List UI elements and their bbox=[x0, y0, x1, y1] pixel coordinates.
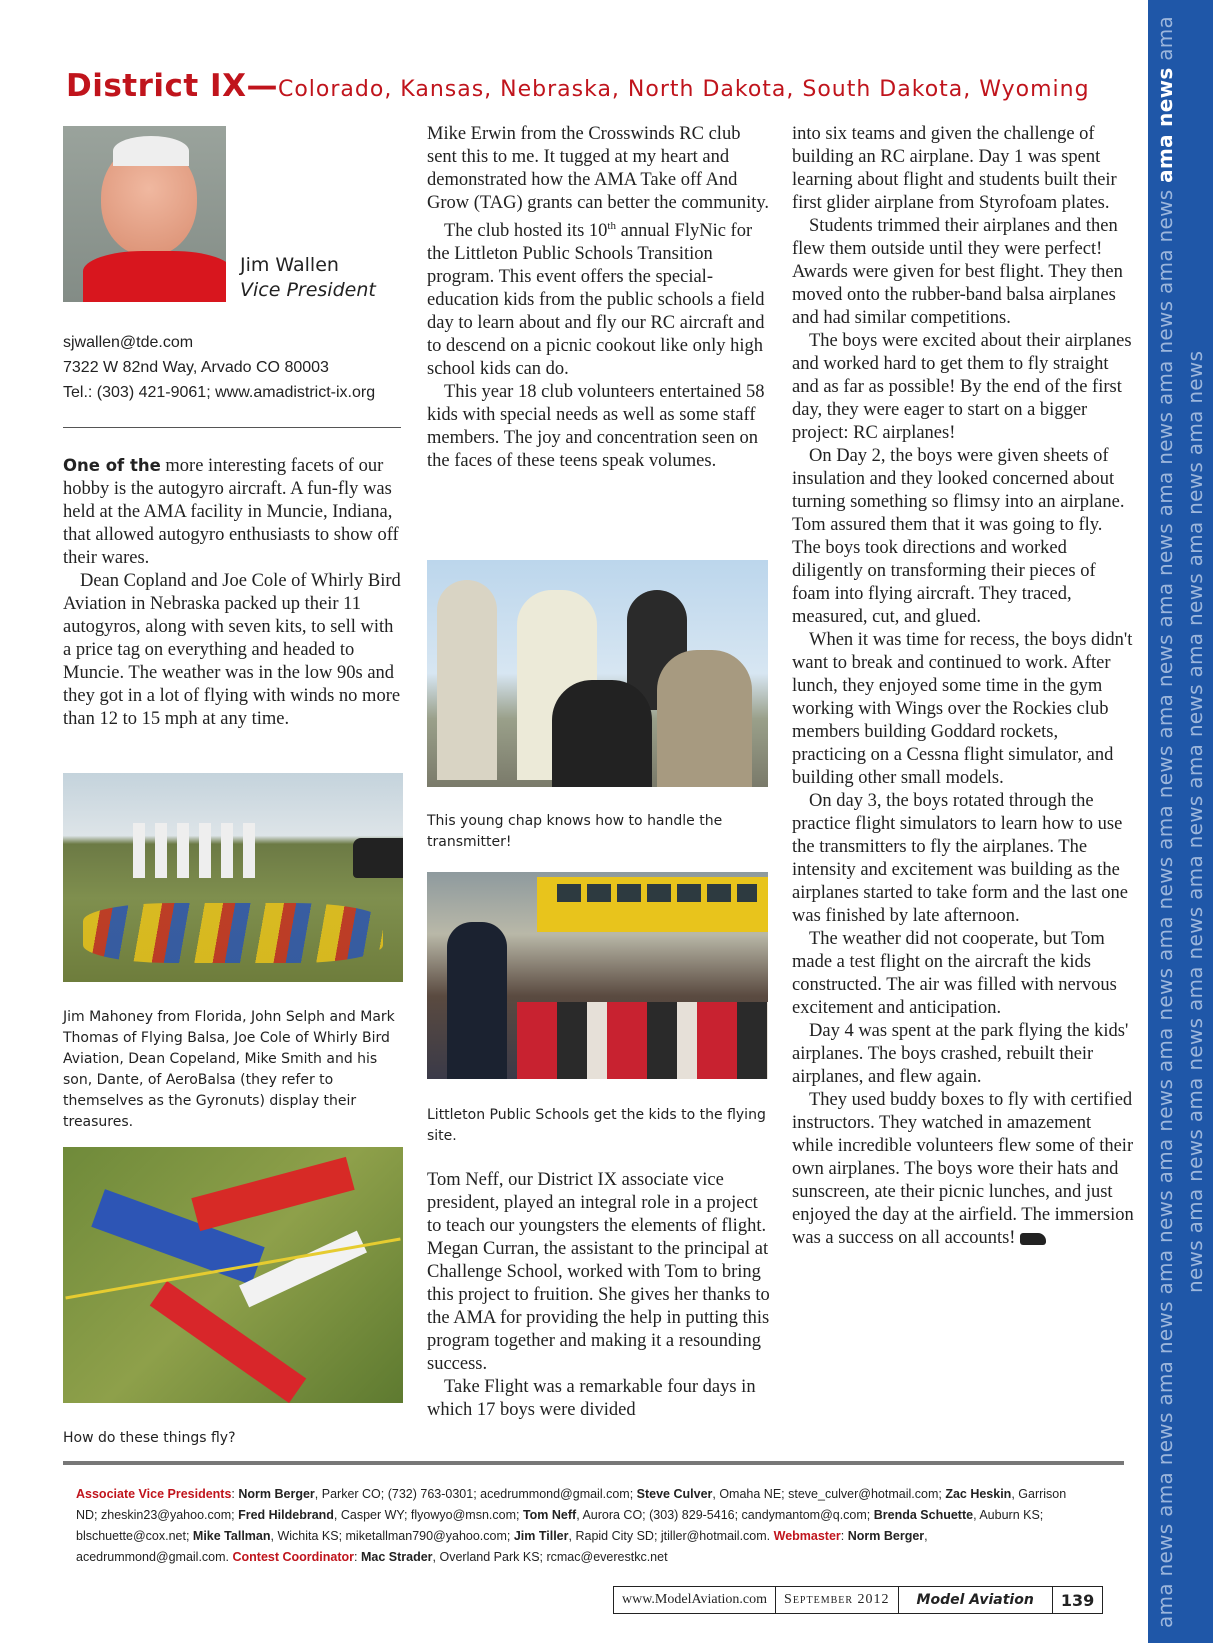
end-mark-icon bbox=[1020, 1233, 1046, 1245]
vp-portrait bbox=[63, 126, 226, 302]
vp-name: Jim Wallen bbox=[240, 254, 339, 276]
page-title bbox=[66, 68, 1090, 104]
officer-name: Jim Tiller bbox=[513, 1529, 569, 1543]
vp-address: 7322 W 82nd Way, Arvado CO 80003 bbox=[63, 359, 329, 376]
contest-info: , Overland Park KS; rcmac@everestkc.net bbox=[432, 1550, 668, 1564]
officer-name: Fred Hildebrand bbox=[238, 1508, 334, 1522]
photo-autogyros-grass bbox=[63, 1147, 403, 1403]
folio-magazine: Model Aviation bbox=[899, 1587, 1053, 1613]
photo-transmitter-boy bbox=[427, 560, 768, 787]
superscript: th bbox=[607, 220, 616, 232]
caption-transmitter: This young chap knows how to handle the transmitter! bbox=[427, 813, 723, 850]
contest-name: Mac Strader bbox=[360, 1550, 433, 1564]
officer-name: Zac Heskin bbox=[945, 1487, 1012, 1501]
paragraph: This year 18 club volunteers entertained 58 kids with special needs as well as some staff members. The joy and concentration seen on the faces of these teens speak volumes. bbox=[427, 382, 765, 472]
caption-autogyros: Jim Mahoney from Florida, John Selph and Mark Thomas of Flying Balsa, Joe Cole of Whirly Bird Aviation, Dean Copeland, Mike Smith and his son, Dante, of AeroBalsa (they refer to themselves as the Gyronuts) display their treasures. bbox=[63, 1009, 395, 1130]
paragraph: annual FlyNic for the Littleton Public Schools Transition program. This event offers the special-education kids from the public schools a field day to learn about and fly our RC aircraft and to descend on a picnic cookout like only high school kids can do. bbox=[427, 221, 765, 380]
paragraph: Day 4 was spent at the park flying the kids' airplanes. The boys crashed, rebuilt their airplanes, and flew again. bbox=[792, 1021, 1129, 1087]
officer-name: Norm Berger bbox=[238, 1487, 315, 1501]
district-name: District IX— bbox=[66, 68, 278, 104]
officer-info: , Wichita KS; miketallman790@yahoo.com; bbox=[270, 1529, 514, 1543]
photo-littleton-kids bbox=[427, 872, 768, 1079]
district-states: Colorado, Kansas, Nebraska, North Dakota, South Dakota, Wyoming bbox=[277, 77, 1090, 102]
officer-info: , Omaha NE; steve_culver@hotmail.com; bbox=[712, 1487, 946, 1501]
separator: : bbox=[354, 1550, 361, 1564]
sidebar-text: ama news ama news ama news ama news ama news ama news ama news ama news ama news bbox=[1153, 15, 1207, 1293]
webmaster-label: Webmaster bbox=[773, 1529, 841, 1543]
officer-info: , Casper WY; flyowyo@msn.com; bbox=[333, 1508, 523, 1522]
webmaster-info: , acedrummond@gmail.com. bbox=[76, 1529, 928, 1564]
vp-email[interactable]: sjwallen@tde.com bbox=[63, 334, 194, 351]
paragraph: into six teams and given the challenge of building an RC airplane. Day 1 was spent learning about flight and students built their first glider airplane from Styrofoam plates. bbox=[792, 124, 1117, 213]
paragraph: When it was time for recess, the boys didn't want to break and continued to work. After lunch, they enjoyed some time in the gym working with Wings over the Rockies club members building Goddard rockets, practicing on a Cessna flight simulator, and building other small models. bbox=[792, 630, 1133, 788]
separator: : bbox=[840, 1529, 848, 1543]
officer-info: , Aurora CO; (303) 829-5416; candymantom@q.com; bbox=[576, 1508, 874, 1522]
officer-info: , Auburn KS; blschuette@cox.net; bbox=[76, 1508, 1044, 1543]
paragraph: Students trimmed their airplanes and then flew them outside until they were perfect! Awards were given for best flight. They then moved onto the rubber-band balsa airplanes and had similar competitions. bbox=[792, 216, 1123, 328]
folio-issue: September 2012 bbox=[776, 1587, 899, 1613]
column-2-text-top bbox=[427, 123, 771, 473]
paragraph: They used buddy boxes to fly with certified instructors. They watched in amazement while incredible volunteers flew some of their own airplanes. The boys wore their hats and sunscreen, ate their picnic lunches, and just enjoyed the day at the airfield. The immersion was a success on all accounts! bbox=[792, 1090, 1134, 1248]
officers-list bbox=[76, 1484, 1076, 1568]
webmaster-name: Norm Berger bbox=[847, 1529, 925, 1543]
paragraph: more interesting facets of our hobby is the autogyro aircraft. A fun-fly was held at the AMA facility in Muncie, Indiana, that allowed autogyro enthusiasts to show off their wares. bbox=[63, 456, 399, 568]
folio-url[interactable]: www.ModelAviation.com bbox=[614, 1587, 776, 1613]
photo-autogyros-group bbox=[63, 773, 403, 982]
sidebar-text: ama news ama news ama news ama news ama news ama news ama news ama news ama news ama news ama news ama news ama news bbox=[1153, 182, 1177, 1628]
paragraph: On Day 2, the boys were given sheets of insulation and they looked concerned about turning something so flimsy into an airplane. Tom assured them that it was going to fly. The boys took directions and worked diligently on transforming their pieces of foam into flying aircraft. They traced, measured, cut, and glued. bbox=[792, 446, 1125, 627]
folio bbox=[613, 1586, 1103, 1614]
lead-in: One of the bbox=[63, 456, 161, 475]
paragraph: Mike Erwin from the Crosswinds RC club sent this to me. It tugged at my heart and demonstrated how the AMA Take off And Grow (TAG) grants can better the community. bbox=[427, 124, 770, 213]
paragraph: Take Flight was a remarkable four days in which 17 boys were divided bbox=[427, 1377, 756, 1420]
vp-phone: Tel.: (303) 421-9061; www.amadistrict-ix.org bbox=[63, 384, 376, 401]
officer-name: Brenda Schuette bbox=[873, 1508, 974, 1522]
ama-news-sidebar bbox=[1148, 0, 1213, 1643]
paragraph: The boys were excited about their airplanes and worked hard to get them to fly straight and as far as possible! By the end of the first day, they were eager to start on a bigger project: RC airplanes! bbox=[792, 331, 1132, 443]
caption-littleton: Littleton Public Schools get the kids to the flying site. bbox=[427, 1107, 766, 1144]
paragraph: The club hosted its 10 bbox=[444, 221, 608, 242]
officer-name: Steve Culver bbox=[636, 1487, 713, 1501]
footer-rule bbox=[63, 1461, 1124, 1465]
folio-page: 139 bbox=[1060, 1590, 1095, 1610]
avp-label: Associate Vice Presidents bbox=[76, 1487, 232, 1501]
vp-role: Vice President bbox=[240, 279, 376, 301]
paragraph: The weather did not cooperate, but Tom made a test flight on the aircraft the kids constructed. The air was filled with nervous excitement and anticipation. bbox=[792, 929, 1117, 1018]
column-2-text-bottom bbox=[427, 1169, 771, 1422]
paragraph: On day 3, the boys rotated through the practice flight simulators to learn how to use the transmitters to fly the airplanes. The intensity and excitement was building as the airplanes started to take form and the last one was finished by late afternoon. bbox=[792, 791, 1128, 926]
officer-name: Mike Tallman bbox=[192, 1529, 271, 1543]
paragraph: Dean Copland and Joe Cole of Whirly Bird Aviation in Nebraska packed up their 11 autogyros, along with seven kits, to sell with a price tag on everything and headed to Muncie. The weather was in the low 90s and they got in a lot of flying with winds no more than 12 to 15 mph at any time. bbox=[63, 571, 401, 729]
officer-info: , Rapid City SD; jtiller@hotmail.com. bbox=[568, 1529, 774, 1543]
officer-info: , Garrison ND; zheskin23@yahoo.com; bbox=[76, 1487, 1067, 1522]
officer-name: Tom Neff bbox=[522, 1508, 577, 1522]
column-1-text bbox=[63, 454, 405, 731]
sidebar-highlight: ama news bbox=[1153, 67, 1177, 183]
contest-label: Contest Coordinator bbox=[232, 1550, 355, 1564]
divider bbox=[63, 427, 401, 428]
officer-info: , Parker CO; (732) 763-0301; acedrummond@gmail.com; bbox=[314, 1487, 637, 1501]
paragraph: Tom Neff, our District IX associate vice president, played an integral role in a project to teach our youngsters the elements of flight. Megan Curran, the assistant to the principal at Challenge School, worked with Tom to bring this project to fruition. She gives her thanks to the AMA for providing the help in putting this program together and making it a resounding success. bbox=[427, 1170, 770, 1374]
separator: : bbox=[231, 1487, 239, 1501]
caption-how-fly: How do these things fly? bbox=[63, 1430, 236, 1446]
column-3-text bbox=[792, 123, 1134, 1250]
